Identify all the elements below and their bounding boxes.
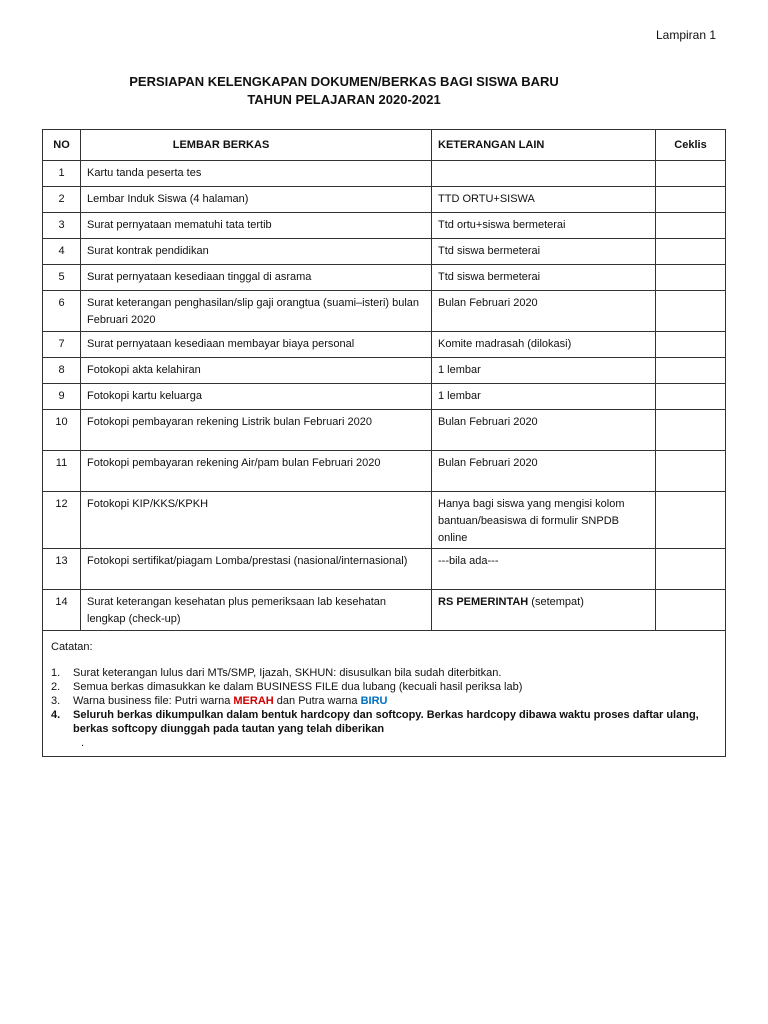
note-item: [51, 666, 717, 680]
table-row: [43, 549, 726, 590]
table-row: [43, 451, 726, 492]
notes-title: Catatan:: [51, 641, 93, 653]
title-line-1: PERSIAPAN KELENGKAPAN DOKUMEN/BERKAS BAGI SISWA BARU: [129, 74, 559, 89]
notes-section: [43, 631, 726, 757]
row-no: 1: [43, 161, 81, 187]
table-row: [43, 332, 726, 358]
table-row: [43, 265, 726, 291]
table-row: [43, 492, 726, 549]
note-text: Semua berkas dimasukkan ke dalam BUSINESS FILE dua lubang (kecuali hasil periksa lab): [73, 681, 523, 693]
row-ceklis-cell[interactable]: [656, 187, 726, 213]
row-lembar: Lembar Induk Siswa (4 halaman): [81, 187, 432, 213]
note-number: 2.: [51, 681, 61, 693]
row-no: 9: [43, 384, 81, 410]
row-ceklis-cell[interactable]: [656, 265, 726, 291]
row-no: 12: [43, 492, 81, 549]
header-lembar-berkas: LEMBAR BERKAS: [81, 130, 432, 161]
row-keterangan: Bulan Februari 2020: [432, 291, 656, 332]
row-ceklis-cell[interactable]: [656, 358, 726, 384]
row-keterangan: Hanya bagi siswa yang mengisi kolom bantuan/beasiswa di formulir SNPDB online: [432, 492, 656, 549]
table-row: [43, 590, 726, 631]
table-row: [43, 161, 726, 187]
note-number: 4.: [51, 709, 61, 721]
row-keterangan: TTD ORTU+SISWA: [432, 187, 656, 213]
document-title: [0, 73, 688, 109]
row-lembar: Surat pernyataan kesediaan tinggal di asrama: [81, 265, 432, 291]
row-ceklis-cell[interactable]: [656, 410, 726, 451]
row-keterangan: [432, 161, 656, 187]
note-item: [51, 708, 717, 736]
biru-highlight: BIRU: [360, 695, 388, 707]
row-keterangan: 1 lembar: [432, 358, 656, 384]
row-ceklis-cell[interactable]: [656, 384, 726, 410]
title-line-2: TAHUN PELAJARAN 2020-2021: [247, 92, 441, 107]
row-ceklis-cell[interactable]: [656, 239, 726, 265]
row-no: 10: [43, 410, 81, 451]
note-text-part: Warna business file: Putri warna: [73, 695, 234, 707]
row-lembar: Surat pernyataan mematuhi tata tertib: [81, 213, 432, 239]
row-keterangan: Ttd siswa bermeterai: [432, 239, 656, 265]
document-checklist-table: [42, 129, 726, 757]
row-ceklis-cell[interactable]: [656, 213, 726, 239]
table-row: [43, 358, 726, 384]
merah-highlight: MERAH: [233, 695, 274, 707]
row-no: 2: [43, 187, 81, 213]
header-no: NO: [43, 130, 81, 161]
row-ceklis-cell[interactable]: [656, 590, 726, 631]
lampiran-label: Lampiran 1: [656, 28, 717, 42]
row-lembar: Fotokopi sertifikat/piagam Lomba/prestasi (nasional/internasional): [81, 549, 432, 590]
note-text-part: dan Putra warna: [273, 695, 361, 707]
notes-row: [43, 631, 726, 757]
row-keterangan: Bulan Februari 2020: [432, 451, 656, 492]
row-lembar: Surat kontrak pendidikan: [81, 239, 432, 265]
note-item: [51, 694, 717, 708]
row-keterangan: Komite madrasah (dilokasi): [432, 332, 656, 358]
row-keterangan: Ttd ortu+siswa bermeterai: [432, 213, 656, 239]
row-no: 7: [43, 332, 81, 358]
table-row: [43, 384, 726, 410]
row-ceklis-cell[interactable]: [656, 291, 726, 332]
table-row: [43, 187, 726, 213]
row-lembar: Fotokopi kartu keluarga: [81, 384, 432, 410]
row-keterangan-bold: RS PEMERINTAH: [438, 596, 529, 608]
row-lembar: Surat pernyataan kesediaan membayar biaya personal: [81, 332, 432, 358]
row-lembar: Surat keterangan kesehatan plus pemeriksaan lab kesehatan lengkap (check-up): [81, 590, 432, 631]
row-ceklis-cell[interactable]: [656, 549, 726, 590]
note-number: 3.: [51, 695, 61, 707]
row-no: 3: [43, 213, 81, 239]
row-keterangan: Ttd siswa bermeterai: [432, 265, 656, 291]
row-no: 11: [43, 451, 81, 492]
header-ceklis: Ceklis: [656, 130, 726, 161]
note-text: Surat keterangan lulus dari MTs/SMP, Ijazah, SKHUN: disusulkan bila sudah diterbitkan.: [73, 667, 502, 679]
row-keterangan: 1 lembar: [432, 384, 656, 410]
row-keterangan: ---bila ada---: [432, 549, 656, 590]
row-no: 13: [43, 549, 81, 590]
row-lembar: Fotokopi akta kelahiran: [81, 358, 432, 384]
row-keterangan-rest: (setempat): [528, 596, 584, 608]
note-dot: .: [81, 737, 85, 749]
row-ceklis-cell[interactable]: [656, 332, 726, 358]
row-lembar: Fotokopi KIP/KKS/KPKH: [81, 492, 432, 549]
row-ceklis-cell[interactable]: [656, 451, 726, 492]
table-row: [43, 410, 726, 451]
row-no: 8: [43, 358, 81, 384]
row-ceklis-cell[interactable]: [656, 161, 726, 187]
table-row: [43, 213, 726, 239]
row-ceklis-cell[interactable]: [656, 492, 726, 549]
table-row: [43, 291, 726, 332]
table-header-row: [43, 130, 726, 161]
note-text: [73, 694, 717, 708]
row-lembar: Fotokopi pembayaran rekening Air/pam bulan Februari 2020: [81, 451, 432, 492]
row-no: 4: [43, 239, 81, 265]
row-lembar: Fotokopi pembayaran rekening Listrik bulan Februari 2020: [81, 410, 432, 451]
row-no: 6: [43, 291, 81, 332]
note-text: Seluruh berkas dikumpulkan dalam bentuk hardcopy dan softcopy. Berkas hardcopy dibawa waktu proses daftar ulang, berkas softcopy diunggah pada tautan yang telah diberikan: [73, 709, 699, 735]
note-item: [51, 680, 717, 694]
row-lembar: Surat keterangan penghasilan/slip gaji orangtua (suami–isteri) bulan Februari 2020: [81, 291, 432, 332]
row-no: 14: [43, 590, 81, 631]
row-keterangan: [432, 590, 656, 631]
row-keterangan: Bulan Februari 2020: [432, 410, 656, 451]
header-keterangan-lain: KETERANGAN LAIN: [432, 130, 656, 161]
note-number: 1.: [51, 667, 61, 679]
row-no: 5: [43, 265, 81, 291]
table-row: [43, 239, 726, 265]
row-lembar: Kartu tanda peserta tes: [81, 161, 432, 187]
